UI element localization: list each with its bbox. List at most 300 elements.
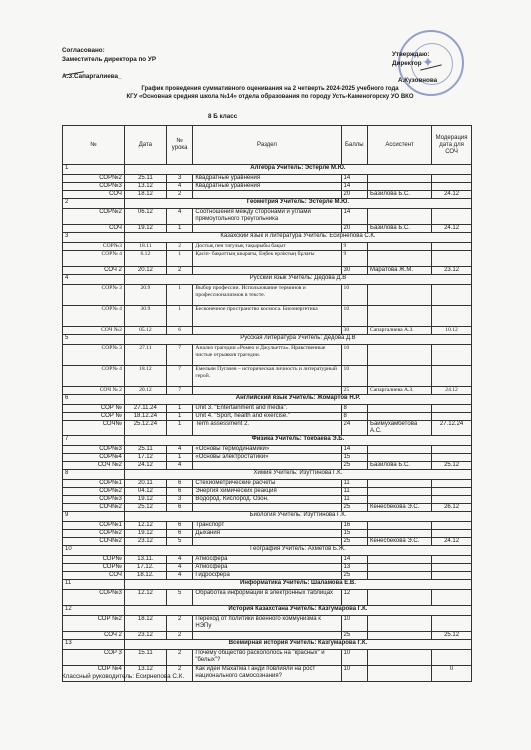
- assistant-name: [368, 183, 432, 191]
- assessment-points: 30: [341, 327, 368, 335]
- assistant-name: [368, 616, 432, 632]
- table-row: [63, 556, 472, 564]
- assessment-type: СОЧ: [63, 191, 125, 199]
- lesson-number: 4: [166, 556, 193, 564]
- table-row: [63, 251, 472, 267]
- assessment-date: 15.11: [124, 650, 166, 666]
- assistant-name: [368, 209, 432, 225]
- assessment-topic: Қасiп- бақыттың шырағы, Еңбек ерлiктың бұлағы: [193, 251, 341, 267]
- table-row: [63, 267, 472, 275]
- assessment-type: СОР№ 4: [63, 366, 125, 387]
- lesson-number: 2: [166, 666, 193, 682]
- assessment-topic: Unit 4. "Sport, health and exercise.": [193, 413, 341, 421]
- lesson-number: 4: [166, 572, 193, 580]
- assessment-topic: [193, 225, 341, 233]
- moderation-date: 24.12: [432, 387, 472, 395]
- assistant-name: [368, 650, 432, 666]
- assessment-type: СОР№ 3: [63, 345, 125, 366]
- assessment-type: СОР№: [63, 564, 125, 572]
- assessment-date: 20.11: [124, 480, 166, 488]
- assessment-type: СОР№1: [63, 480, 125, 488]
- assessment-points: 11: [341, 488, 368, 496]
- assessment-type: СОР№ 4: [63, 251, 125, 267]
- lesson-number: 3: [166, 496, 193, 504]
- moderation-date: 25.12: [432, 462, 472, 470]
- assessment-topic: Term assessment 2.: [193, 421, 341, 436]
- assessment-topic: Соотношения между сторонами и углами прямоугольного треугольника: [193, 209, 341, 225]
- assessment-topic: [193, 327, 341, 335]
- assessment-date: 20.12: [124, 267, 166, 275]
- assessment-date: 17.12: [124, 454, 166, 462]
- section-number: 12: [63, 606, 125, 616]
- assessment-date: 19.12: [124, 530, 166, 538]
- assistant-name: Баймухамбетова А.С.: [368, 421, 432, 436]
- assessment-date: 04.12: [124, 488, 166, 496]
- approval-role: Заместитель директора по УР: [62, 56, 157, 63]
- assessment-type: СОР№1: [63, 522, 125, 530]
- assistant-name: Маратова Ж.М.: [368, 267, 432, 275]
- lesson-number: 1: [166, 285, 193, 306]
- assistant-name: [368, 175, 432, 183]
- lesson-number: 6: [166, 522, 193, 530]
- assessment-points: 25: [341, 572, 368, 580]
- assessment-points: 10: [341, 616, 368, 632]
- assessment-type: СОЧ: [63, 572, 125, 580]
- moderation-date: [432, 496, 472, 504]
- assessment-date: 25.12: [124, 504, 166, 512]
- section-row: [63, 470, 472, 480]
- moderation-date: [432, 183, 472, 191]
- section-number: 7: [63, 436, 125, 446]
- assessment-date: 24.12: [124, 462, 166, 470]
- assistant-name: [368, 251, 432, 267]
- table-row: [63, 650, 472, 666]
- assessment-date: 18.12: [124, 616, 166, 632]
- section-number: 13: [63, 640, 125, 650]
- section-number: 5: [63, 335, 125, 345]
- col-header-date: Дата: [124, 126, 166, 165]
- moderation-date: [432, 345, 472, 366]
- assessment-points: 25: [341, 632, 368, 640]
- assessment-date: 18.12.: [124, 572, 166, 580]
- assessment-points: 30: [341, 267, 368, 275]
- assessment-date: 19.12: [124, 496, 166, 504]
- assessment-type: СОР№3: [63, 496, 125, 504]
- assistant-name: [368, 306, 432, 327]
- assessment-date: 20.12: [124, 387, 166, 395]
- assessment-type: СОЧ 2: [63, 632, 125, 640]
- assessment-type: СОР №2: [63, 616, 125, 632]
- lesson-number: 6: [166, 530, 193, 538]
- assessment-points: 11: [341, 480, 368, 488]
- assessment-topic: «Основы электростатики»: [193, 454, 341, 462]
- section-row: [63, 199, 472, 209]
- assessment-points: 25: [341, 387, 368, 395]
- assessment-date: 18.12: [124, 191, 166, 199]
- table-row: [63, 480, 472, 488]
- col-header-lesson: № урока: [166, 126, 193, 165]
- assessment-topic: Как идеи Махатма Ганди повлияли на рост национального самосознания?: [193, 666, 341, 682]
- table-row: [63, 530, 472, 538]
- assistant-name: [368, 405, 432, 413]
- assessment-topic: [193, 387, 341, 395]
- assessment-date: 13.12: [124, 183, 166, 191]
- assessment-date: 06.12: [124, 209, 166, 225]
- section-row: [63, 546, 472, 556]
- section-row: [63, 233, 472, 243]
- lesson-number: 4: [166, 446, 193, 454]
- assistant-name: [368, 413, 432, 421]
- moderation-date: [432, 413, 472, 421]
- assistant-name: [368, 572, 432, 580]
- assessment-points: 14: [341, 446, 368, 454]
- assessment-topic: [193, 632, 341, 640]
- section-row: [63, 275, 472, 285]
- assistant-name: Сапаргалиева А.З.: [368, 327, 432, 335]
- lesson-number: 2: [166, 616, 193, 632]
- assessment-date: 25.12.24: [124, 421, 166, 436]
- assessment-date: 6.12: [124, 251, 166, 267]
- table-row: [63, 538, 472, 546]
- section-title: Русский язык Учитель: Дедова Д.В: [124, 275, 471, 285]
- lesson-number: 2: [166, 632, 193, 640]
- assessment-type: СОЧ№2: [63, 538, 125, 546]
- lesson-number: 1: [166, 413, 193, 421]
- table-row: [63, 572, 472, 580]
- lesson-number: 2: [166, 650, 193, 666]
- assistant-name: [368, 480, 432, 488]
- moderation-date: [432, 285, 472, 306]
- lesson-number: 4: [166, 564, 193, 572]
- col-header-points: Баллы: [341, 126, 368, 165]
- section-number: 2: [63, 199, 125, 209]
- assessment-points: 9: [341, 243, 368, 251]
- table-row: [63, 225, 472, 233]
- assistant-name: [368, 632, 432, 640]
- assessment-topic: Квадратные уравнения: [193, 175, 341, 183]
- assessment-points: 14: [341, 175, 368, 183]
- section-row: [63, 395, 472, 405]
- assessment-type: СОР №: [63, 405, 125, 413]
- assessment-topic: [193, 191, 341, 199]
- assessment-type: СОР№2: [63, 175, 125, 183]
- assessment-date: 12.12: [124, 522, 166, 530]
- section-title: Геометрия Учитель: Эстерле М.Ю.: [124, 199, 471, 209]
- class-teacher-line: Классный руководитель: Есирнепова С.К.: [62, 673, 185, 680]
- section-title: Биология Учитель: Изуттинова Г.К.: [124, 512, 471, 522]
- assessment-topic: Почему общество раскололось на "красных" и "белых"?: [193, 650, 341, 666]
- table-row: [63, 285, 472, 306]
- moderation-date: [432, 251, 472, 267]
- assessment-topic: Энергия химических реакция: [193, 488, 341, 496]
- assistant-name: [368, 285, 432, 306]
- assessment-topic: Водород. Кислород. Озон.: [193, 496, 341, 504]
- lesson-number: 5: [166, 538, 193, 546]
- assessment-topic: [193, 538, 341, 546]
- assessment-type: СОЧ №2: [63, 327, 125, 335]
- assessment-points: 10: [341, 306, 368, 327]
- section-title: География Учитель: Ахметов Б.Ж.: [124, 546, 471, 556]
- moderation-date: [432, 306, 472, 327]
- table-row: [63, 387, 472, 395]
- assessment-points: 14: [341, 183, 368, 191]
- approved-heading: Утверждаю:: [392, 51, 430, 58]
- assessment-date: 27.11.24: [124, 405, 166, 413]
- assessment-points: 10: [341, 345, 368, 366]
- section-title: Английский язык Учитель: Жомартов Н.Р.: [124, 395, 471, 405]
- lesson-number: 1: [166, 251, 193, 267]
- assessment-type: СОР№4: [63, 454, 125, 462]
- lesson-number: 7: [166, 387, 193, 395]
- section-title: Всемирная история Учитель: Казгумарова Г.К.: [124, 640, 471, 650]
- assistant-name: [368, 243, 432, 251]
- section-number: 10: [63, 546, 125, 556]
- assessment-type: СОР№3: [63, 446, 125, 454]
- assessment-points: 8: [341, 405, 368, 413]
- assessment-topic: Атмосфера: [193, 564, 341, 572]
- assistant-name: Базилова Б.С.: [368, 225, 432, 233]
- assistant-name: [368, 345, 432, 366]
- moderation-date: [432, 564, 472, 572]
- table-body: [63, 165, 472, 682]
- assessment-topic: Емельян Пугачев – историческая личность и литературный герой.: [193, 366, 341, 387]
- assessment-points: 12: [341, 590, 368, 606]
- assessment-topic: [193, 504, 341, 512]
- lesson-number: 1: [166, 454, 193, 462]
- stamp-emblem-icon: ✦: [422, 54, 434, 70]
- col-header-moderation: Модерация дата для СОЧ: [432, 126, 472, 165]
- assessment-topic: Достық пен татулық тақырыбы бақыт: [193, 243, 341, 251]
- assessment-schedule-table: [62, 125, 472, 682]
- moderation-date: [432, 530, 472, 538]
- moderation-date: [432, 590, 472, 606]
- assessment-date: 18.11: [124, 243, 166, 251]
- table-row: [63, 405, 472, 413]
- lesson-number: 2: [166, 267, 193, 275]
- assessment-points: 15: [341, 530, 368, 538]
- lesson-number: 6: [166, 327, 193, 335]
- section-number: 3: [63, 233, 125, 243]
- lesson-number: 6: [166, 504, 193, 512]
- table-row: [63, 488, 472, 496]
- lesson-number: 4: [166, 183, 193, 191]
- table-row: [63, 522, 472, 530]
- lesson-number: 1: [166, 421, 193, 436]
- assessment-date: 23.12: [124, 538, 166, 546]
- table-row: [63, 446, 472, 454]
- moderation-date: 26.12: [432, 504, 472, 512]
- assessment-topic: Обработка информации в электронных таблицах: [193, 590, 341, 606]
- assessment-topic: Анализ трагедии «Ромео и Джульетта». Нравственные чистые отрывков трагедии.: [193, 345, 341, 366]
- assessment-type: СОР№: [63, 556, 125, 564]
- assessment-points: 10: [341, 650, 368, 666]
- assessment-type: СОР№2: [63, 488, 125, 496]
- assessment-topic: Бесконечное пространство космоса. Биоэнергетика: [193, 306, 341, 327]
- col-header-assistant: Ассистент: [368, 126, 432, 165]
- approval-heading: Согласовано:: [62, 47, 105, 54]
- assessment-topic: «Основы термодинамики»: [193, 446, 341, 454]
- lesson-number: 7: [166, 366, 193, 387]
- table-row: [63, 590, 472, 606]
- lesson-number: 1: [166, 225, 193, 233]
- table-row: [63, 616, 472, 632]
- assessment-date: 13.11.: [124, 556, 166, 564]
- table-row: [63, 345, 472, 366]
- assessment-type: СОЧ№: [63, 421, 125, 436]
- assessment-points: 24: [341, 421, 368, 436]
- assessment-topic: Стехиометрические расчеты: [193, 480, 341, 488]
- assessment-topic: [193, 267, 341, 275]
- table-row: [63, 191, 472, 199]
- assessment-topic: Unit 3. "Entertainment and media".: [193, 405, 341, 413]
- section-number: 11: [63, 580, 125, 590]
- moderation-date: 24.12: [432, 538, 472, 546]
- assessment-points: 11: [341, 496, 368, 504]
- table-row: [63, 413, 472, 421]
- section-title: Химия Учитель: Изуттинова Г.К.: [124, 470, 471, 480]
- moderation-date: [432, 366, 472, 387]
- assistant-name: [368, 522, 432, 530]
- assistant-name: [368, 590, 432, 606]
- table-row: [63, 504, 472, 512]
- assessment-date: 05.12: [124, 327, 166, 335]
- assessment-points: 9: [341, 251, 368, 267]
- assessment-topic: [193, 462, 341, 470]
- assistant-name: [368, 496, 432, 504]
- lesson-number: 2: [166, 243, 193, 251]
- section-row: [63, 640, 472, 650]
- assessment-date: 13.12: [124, 666, 166, 682]
- assessment-topic: Атмосфера: [193, 556, 341, 564]
- lesson-number: 4: [166, 462, 193, 470]
- assistant-name: Базилова Б.С.: [368, 462, 432, 470]
- assessment-type: СОЧ: [63, 225, 125, 233]
- assessment-type: СОР №4: [63, 666, 125, 682]
- assessment-points: 14: [341, 556, 368, 564]
- table-row: [63, 454, 472, 462]
- moderation-date: 0: [432, 666, 472, 682]
- table-row: [63, 327, 472, 335]
- assessment-date: 12.12: [124, 590, 166, 606]
- lesson-number: 1: [166, 306, 193, 327]
- assessment-type: СОР№3: [63, 183, 125, 191]
- moderation-date: 27.12.24: [432, 421, 472, 436]
- moderation-date: 23.12: [432, 267, 472, 275]
- assessment-type: СОР№ 3: [63, 285, 125, 306]
- assessment-topic: Квадратные уравнения: [193, 183, 341, 191]
- assessment-date: 19.12: [124, 225, 166, 233]
- moderation-date: [432, 405, 472, 413]
- assessment-points: 20: [341, 225, 368, 233]
- approved-signatory: А.Кузовнова: [398, 77, 438, 84]
- assessment-type: СОР№3: [63, 590, 125, 606]
- table-row: [63, 421, 472, 436]
- moderation-date: 24.12: [432, 191, 472, 199]
- section-row: [63, 606, 472, 616]
- table-row: [63, 243, 472, 251]
- table-row: [63, 632, 472, 640]
- assistant-name: [368, 666, 432, 682]
- section-row: [63, 512, 472, 522]
- assessment-type: СОР№2: [63, 209, 125, 225]
- section-row: [63, 580, 472, 590]
- assistant-name: [368, 446, 432, 454]
- assessment-points: 13: [341, 564, 368, 572]
- table-row: [63, 366, 472, 387]
- table-row: [63, 209, 472, 225]
- assessment-date: 18.12: [124, 366, 166, 387]
- assistant-name: Кенесбекова Э.С.: [368, 504, 432, 512]
- assessment-topic: Гидросфера: [193, 572, 341, 580]
- assessment-type: СОР№3: [63, 243, 125, 251]
- assessment-topic: Выбор профессии. Использование терминов и профессионализмов в тексте.: [193, 285, 341, 306]
- table-row: [63, 175, 472, 183]
- assessment-date: 18.12.24: [124, 413, 166, 421]
- moderation-date: [432, 454, 472, 462]
- moderation-date: [432, 480, 472, 488]
- assessment-date: 25.11: [124, 446, 166, 454]
- moderation-date: [432, 243, 472, 251]
- assessment-type: СОР 3: [63, 650, 125, 666]
- moderation-date: 10.12: [432, 327, 472, 335]
- assessment-type: СОР №: [63, 413, 125, 421]
- class-label: 8 Б класс: [208, 113, 238, 120]
- assessment-date: 20.9: [124, 285, 166, 306]
- moderation-date: 24.12: [432, 225, 472, 233]
- assistant-name: [368, 564, 432, 572]
- approval-block: [62, 46, 156, 81]
- assessment-topic: Переход от политики военного коммунизма к НЭПу: [193, 616, 341, 632]
- section-title: Русская литература Учитель: Дедова Д.В: [124, 335, 471, 345]
- col-header-section: Раздел: [193, 126, 341, 165]
- lesson-number: 3: [166, 175, 193, 183]
- approved-role: Директор: [392, 60, 422, 67]
- assistant-name: Базилова Б.С.: [368, 191, 432, 199]
- assessment-points: 15: [341, 454, 368, 462]
- table-row: [63, 306, 472, 327]
- moderation-date: [432, 209, 472, 225]
- assessment-date: 27.11: [124, 345, 166, 366]
- assessment-type: СОЧ№2: [63, 504, 125, 512]
- section-title: Казахский язык и литература Учитель: Есирнепова С.К.: [124, 233, 471, 243]
- document-title: График проведения суммативного оценивания на 2 четверть 2024-2025 учебного года КГУ «Основная средняя школа №14» отдела образования по городу Усть-Каменогорску УО ВКО: [126, 86, 414, 100]
- lesson-number: 1: [166, 405, 193, 413]
- section-title: Информатика Учитель: Шаламова Е.В.: [124, 580, 471, 590]
- assessment-type: СОЧ 2: [63, 267, 125, 275]
- col-header-num: №: [63, 126, 125, 165]
- assessment-points: 20: [341, 191, 368, 199]
- assistant-name: [368, 488, 432, 496]
- section-number: 8: [63, 470, 125, 480]
- assessment-type: СОЧ №2: [63, 462, 125, 470]
- assistant-name: Сапаргалиева А.З.: [368, 387, 432, 395]
- moderation-date: [432, 522, 472, 530]
- assessment-type: СОР№ 4: [63, 306, 125, 327]
- assessment-points: 10: [341, 285, 368, 306]
- lesson-number: 6: [166, 488, 193, 496]
- assessment-topic: Дыхания: [193, 530, 341, 538]
- assessment-points: 16: [341, 522, 368, 530]
- moderation-date: [432, 488, 472, 496]
- lesson-number: 5: [166, 590, 193, 606]
- assessment-date: 17.12.: [124, 564, 166, 572]
- section-number: 1: [63, 165, 125, 175]
- moderation-date: [432, 175, 472, 183]
- assessment-topic: Транспорт: [193, 522, 341, 530]
- assessment-date: 23.12: [124, 632, 166, 640]
- lesson-number: 2: [166, 191, 193, 199]
- section-number: 4: [63, 275, 125, 285]
